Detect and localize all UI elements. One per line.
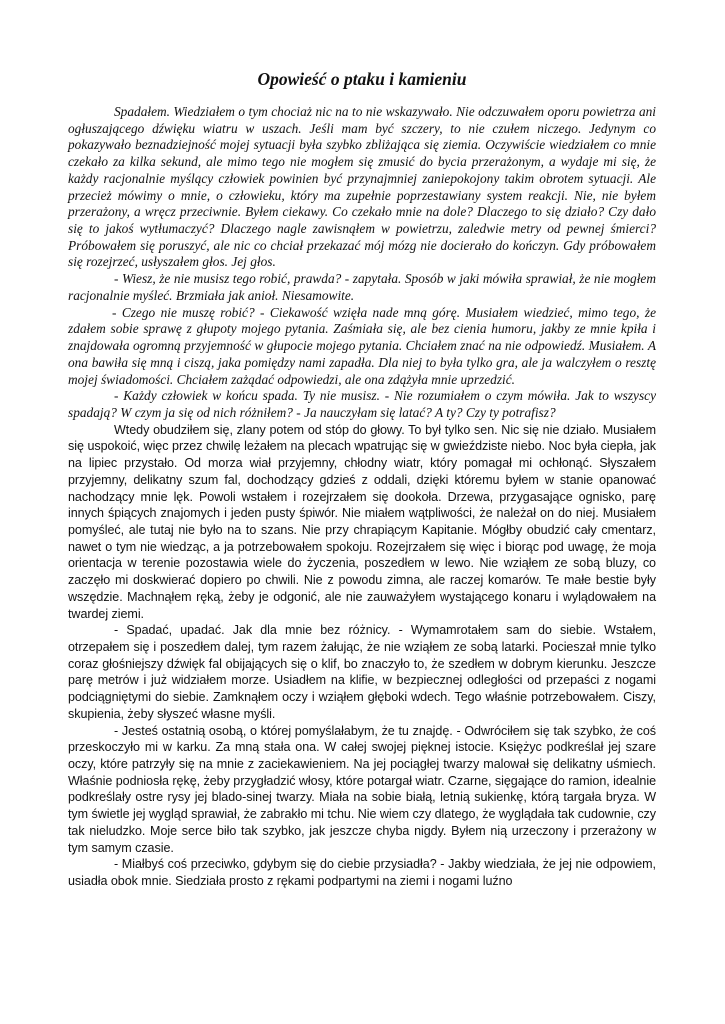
paragraph: - Każdy człowiek w końcu spada. Ty nie musisz. - Nie rozumiałem o czym mówiła. Jak to wszyscy spadają? W czym ja się od nich różniłem? - Ja nauczyłam się latać? A ty? Czy ty potrafisz? bbox=[68, 388, 656, 420]
paragraph: Spadałem. Wiedziałem o tym chociaż nic na to nie wskazywało. Nie odczuwałem oporu powietrza ani ogłuszającego dźwięku wiatru w uszach. Jeśli mam być szczery, to nie czułem niczego. Jedynym co pokazywało beznadziejność mojej sytuacji była szybko zbliżająca się ziemia. Oczywiście wiedziałem co mnie czekało za kilka sekund, ale mimo tego nie mogłem się zmusić do bycia przerażonym, a wydaje mi się, że każdy racjonalnie myślący człowiek powinien być przynajmniej zaniepokojony takim obrotem sytuacji. Ale przecież mówimy o mnie, o człowieku, który ma zupełnie poprzestawiany system reakcji. Nie, nie byłem przerażony, a wręcz przeciwnie. Byłem ciekawy. Co czekało mnie na dole? Dlaczego to się działo? Czy dało się to jakoś wytłumaczyć? Dlaczego nagle zawisnąłem w powietrzu, zaledwie metry od pewnej śmierci? Próbowałem się poruszyć, ale nic co chciał przekazać mój mózg nie docierało do kończyn. Gdy próbowałem się rozejrzeć, usłyszałem głos. Jej głos. bbox=[68, 104, 656, 270]
paragraph: - Wiesz, że nie musisz tego robić, prawda? - zapytała. Sposób w jaki mówiła sprawiał, że nie mogłem racjonalnie myśleć. Brzmiała jak anioł. Niesamowite. bbox=[68, 271, 656, 303]
paragraph: - Jesteś ostatnią osobą, o której pomyślałabym, że tu znajdę. - Odwróciłem się tak szybko, że coś przeskoczyło mi w karku. Za mną stała ona. W całej swojej pięknej istocie. Księżyc podkreślał jej szare oczy, które patrzyły się na mnie z zaciekawieniem. Na jej pociągłej twarzy malował się delikatny uśmiech. Właśnie podniosła rękę, żeby przygładzić włosy, które potargał wiatr. Czarne, sięgające do ramion, idealnie podkreślały ostre rysy jej blado-sinej twarzy. Miała na sobie białą, letnią sukienkę, którą targała bryza. W tym świetle jej wygląd sprawiał, że zabrakło mi tchu. Nie wiem czy dlatego, że wyglądała tak cudownie, czy tak nieludzko. Moje serce biło tak szybko, jak jeszcze chyba nigdy. Byłem nią urzeczony i przerażony w tym samym czasie. bbox=[68, 723, 656, 855]
paragraph: - Spadać, upadać. Jak dla mnie bez różnicy. - Wymamrotałem sam do siebie. Wstałem, otrzepałem się i poszedłem dalej, tym razem żałując, że nie wziąłem ze sobą latarki. Pocieszał mnie tylko coraz głośniejszy dźwięk fal obijających się o klif, bo znaczyło to, że szedłem w dobrym kierunku. Jeszcze parę metrów i już widziałem morze. Usiadłem na klifie, w bezpiecznej odległości od przepaści z nogami podciągniętymi do siebie. Zamknąłem oczy i wziąłem głęboki wdech. Tego właśnie potrzebowałem. Ciszy, skupienia, żeby słyszeć własne myśli. bbox=[68, 623, 656, 721]
paragraph: Wtedy obudziłem się, zlany potem od stóp do głowy. To był tylko sen. Nic się nie działo. Musiałem się uspokoić, więc przez chwilę leżałem na plecach wpatrując się w gwieździste niebo. Noc była ciepła, jak na lipiec przystało. Od morza wiał przyjemny, chłodny wiatr, który pomagał mi ochłonąć. Słyszałem przyjemny, delikatny szum fal, dochodzący gdzieś z oddali, dzięki któremu byłem w stanie opanować nachodzący mnie lęk. Powoli wstałem i rozejrzałem się dookoła. Drzewa, przygasające ognisko, parę innych śpiących znajomych i jeden pusty śpiwór. Nie miałem wątpliwości, że należał on do niej. Musiałem pomyśleć, ale tutaj nie było na to szans. Nie przy chrapiącym Kapitanie. Mógłby obudzić cały cmentarz, nawet o tym nie wiedząc, a ja potrzebowałem spokoju. Rozejrzałem się więc i biorąc pod uwagę, że moja orientacja w terenie pozostawia wiele do życzenia, poszedłem w lewo. Nie wziąłem ze sobą bluzy, co zaczęło mi doskwierać dopiero po chwili. Nie z powodu zimna, ale raczej komarów. Te małe bestie były wszędzie. Machnąłem ręką, żeby je odgonić, ale nie zauważyłem wystającego konaru i wylądowałem na twardej ziemi. bbox=[68, 422, 656, 621]
document-title: Opowieść o ptaku i kamieniu bbox=[257, 69, 467, 89]
paragraph: - Miałbyś coś przeciwko, gdybym się do ciebie przysiadła? - Jakby wiedziała, że jej nie odpowiem, usiadła obok mnie. Siedziała prosto z rękami podpartymi na ziemi i nogami luźno bbox=[68, 857, 656, 889]
paragraph: - Czego nie muszę robić? - Ciekawość wzięła nade mną górę. Musiałem wiedzieć, mimo tego, że zdałem sobie sprawę z głupoty mojego pytania. Zaśmiała się, ale bez cienia humoru, jakby ze mnie kpiła i znajdowała ogromną przyjemność w głupocie mojego pytania. Chciałem znać na nie odpowiedź. Musiałem. A ona bawiła się mną i ciszą, jaka pomiędzy nami zapadła. Dla niej to była tylko gra, ale ja walczyłem o resztę mojej świadomości. Chciałem zażądać odpowiedzi, ale ona zdążyła mnie uprzedzić. bbox=[68, 304, 656, 387]
